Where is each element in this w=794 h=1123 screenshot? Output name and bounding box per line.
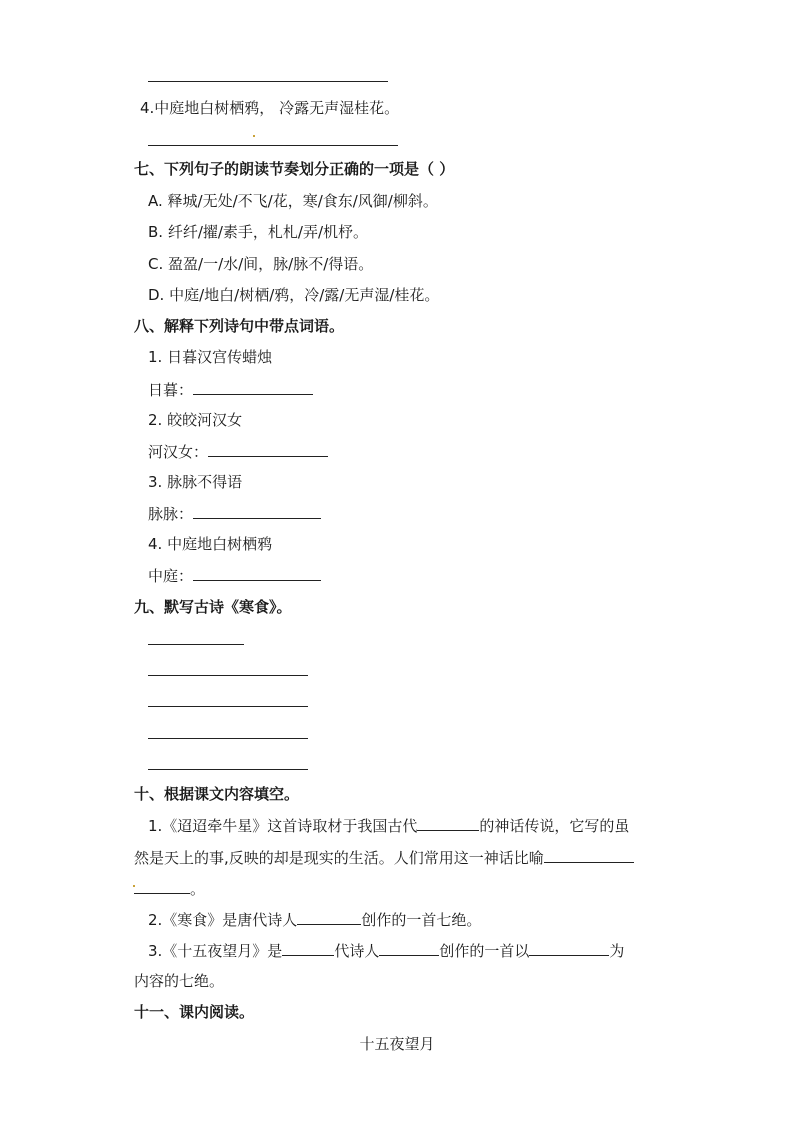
q7-option-a[interactable]: A. 释城/无处/不飞/花，寒/食东/风御/柳斜。 [148, 192, 438, 210]
q10-item-1-line-1 [148, 815, 629, 836]
q8-heading: 八、解释下列诗句中带点词语。 [134, 317, 345, 335]
q7-option-d[interactable]: D. 中庭/地白/树栖/鸦，冷/露/无声湿/桂花。 [148, 286, 440, 304]
q8-word-2: 河汉女： [148, 443, 209, 461]
answer-line[interactable] [148, 706, 308, 707]
answer-blank[interactable] [193, 503, 321, 519]
q10-item-2 [148, 909, 481, 930]
answer-line[interactable] [148, 81, 388, 82]
q8-word-1: 日暮： [148, 381, 194, 399]
q11-heading: 十一、课内阅读。 [134, 1003, 255, 1021]
answer-blank[interactable] [417, 815, 479, 831]
answer-blank[interactable] [193, 379, 313, 395]
q7-option-b[interactable]: B. 纤纤/擢/素手，札札/弄/机杼。 [148, 223, 369, 241]
text-segment: 2.《寒食》是唐代诗人 [148, 911, 298, 929]
text-segment: 3.《十五夜望月》是 [148, 942, 283, 960]
answer-line[interactable] [148, 675, 308, 676]
q8-answer-2 [148, 441, 328, 462]
text-segment: 创作的一首七绝。 [361, 911, 482, 929]
q10-item-1-line-2 [134, 847, 634, 868]
q8-word-4: 中庭： [148, 567, 194, 585]
answer-blank[interactable] [193, 565, 321, 581]
q10-item-3-line-2: 内容的七绝。 [134, 972, 225, 990]
q8-item-1: 1. 日暮汉宫传蜡烛 [148, 348, 273, 366]
q7-heading: 七、下列句子的朗读节奏划分正确的一项是（ ） [134, 160, 455, 178]
poem-title: 十五夜望月 [359, 1035, 435, 1053]
text-segment: 1.《迢迢牵牛星》这首诗取材于我国古代 [148, 817, 418, 835]
q7-option-c[interactable]: C. 盈盈/一/水/间，脉/脉不/得语。 [148, 255, 374, 273]
answer-blank[interactable] [544, 847, 634, 863]
q8-word-3: 脉脉： [148, 505, 194, 523]
stray-mark [253, 135, 255, 137]
q8-item-3: 3. 脉脉不得语 [148, 473, 243, 491]
q8-item-2: 2. 皎皎河汉女 [148, 411, 243, 429]
answer-blank[interactable] [282, 940, 334, 956]
text-segment: 的神话传说，它写的虽 [479, 817, 630, 835]
text-segment: 为 [609, 942, 625, 960]
answer-line[interactable] [148, 769, 308, 770]
answer-line[interactable] [148, 738, 308, 739]
text-segment: 。 [190, 880, 206, 898]
answer-blank[interactable] [379, 940, 439, 956]
text-segment: 然是天上的事,反映的却是现实的生活。人们常用这一神话比喻 [134, 849, 544, 867]
answer-blank[interactable] [208, 441, 328, 457]
q10-item-1-line-3 [134, 878, 205, 899]
q8-answer-1 [148, 379, 313, 400]
answer-line[interactable] [148, 145, 398, 146]
q10-item-3-line-1 [148, 940, 624, 961]
text-segment: 代诗人 [334, 942, 380, 960]
q8-answer-3 [148, 503, 321, 524]
q9-heading: 九、默写古诗《寒食》。 [134, 598, 292, 616]
q10-heading: 十、根据课文内容填空。 [134, 785, 300, 803]
answer-blank[interactable] [297, 909, 361, 925]
q8-item-4: 4. 中庭地白树栖鸦 [148, 535, 273, 553]
answer-blank[interactable] [134, 878, 190, 894]
q8-answer-4 [148, 565, 321, 586]
q6-item-4: 4.中庭地白树栖鸦， 冷露无声湿桂花。 [140, 99, 400, 117]
answer-line[interactable] [148, 644, 244, 645]
text-segment: 创作的一首以 [439, 942, 530, 960]
answer-blank[interactable] [529, 940, 609, 956]
